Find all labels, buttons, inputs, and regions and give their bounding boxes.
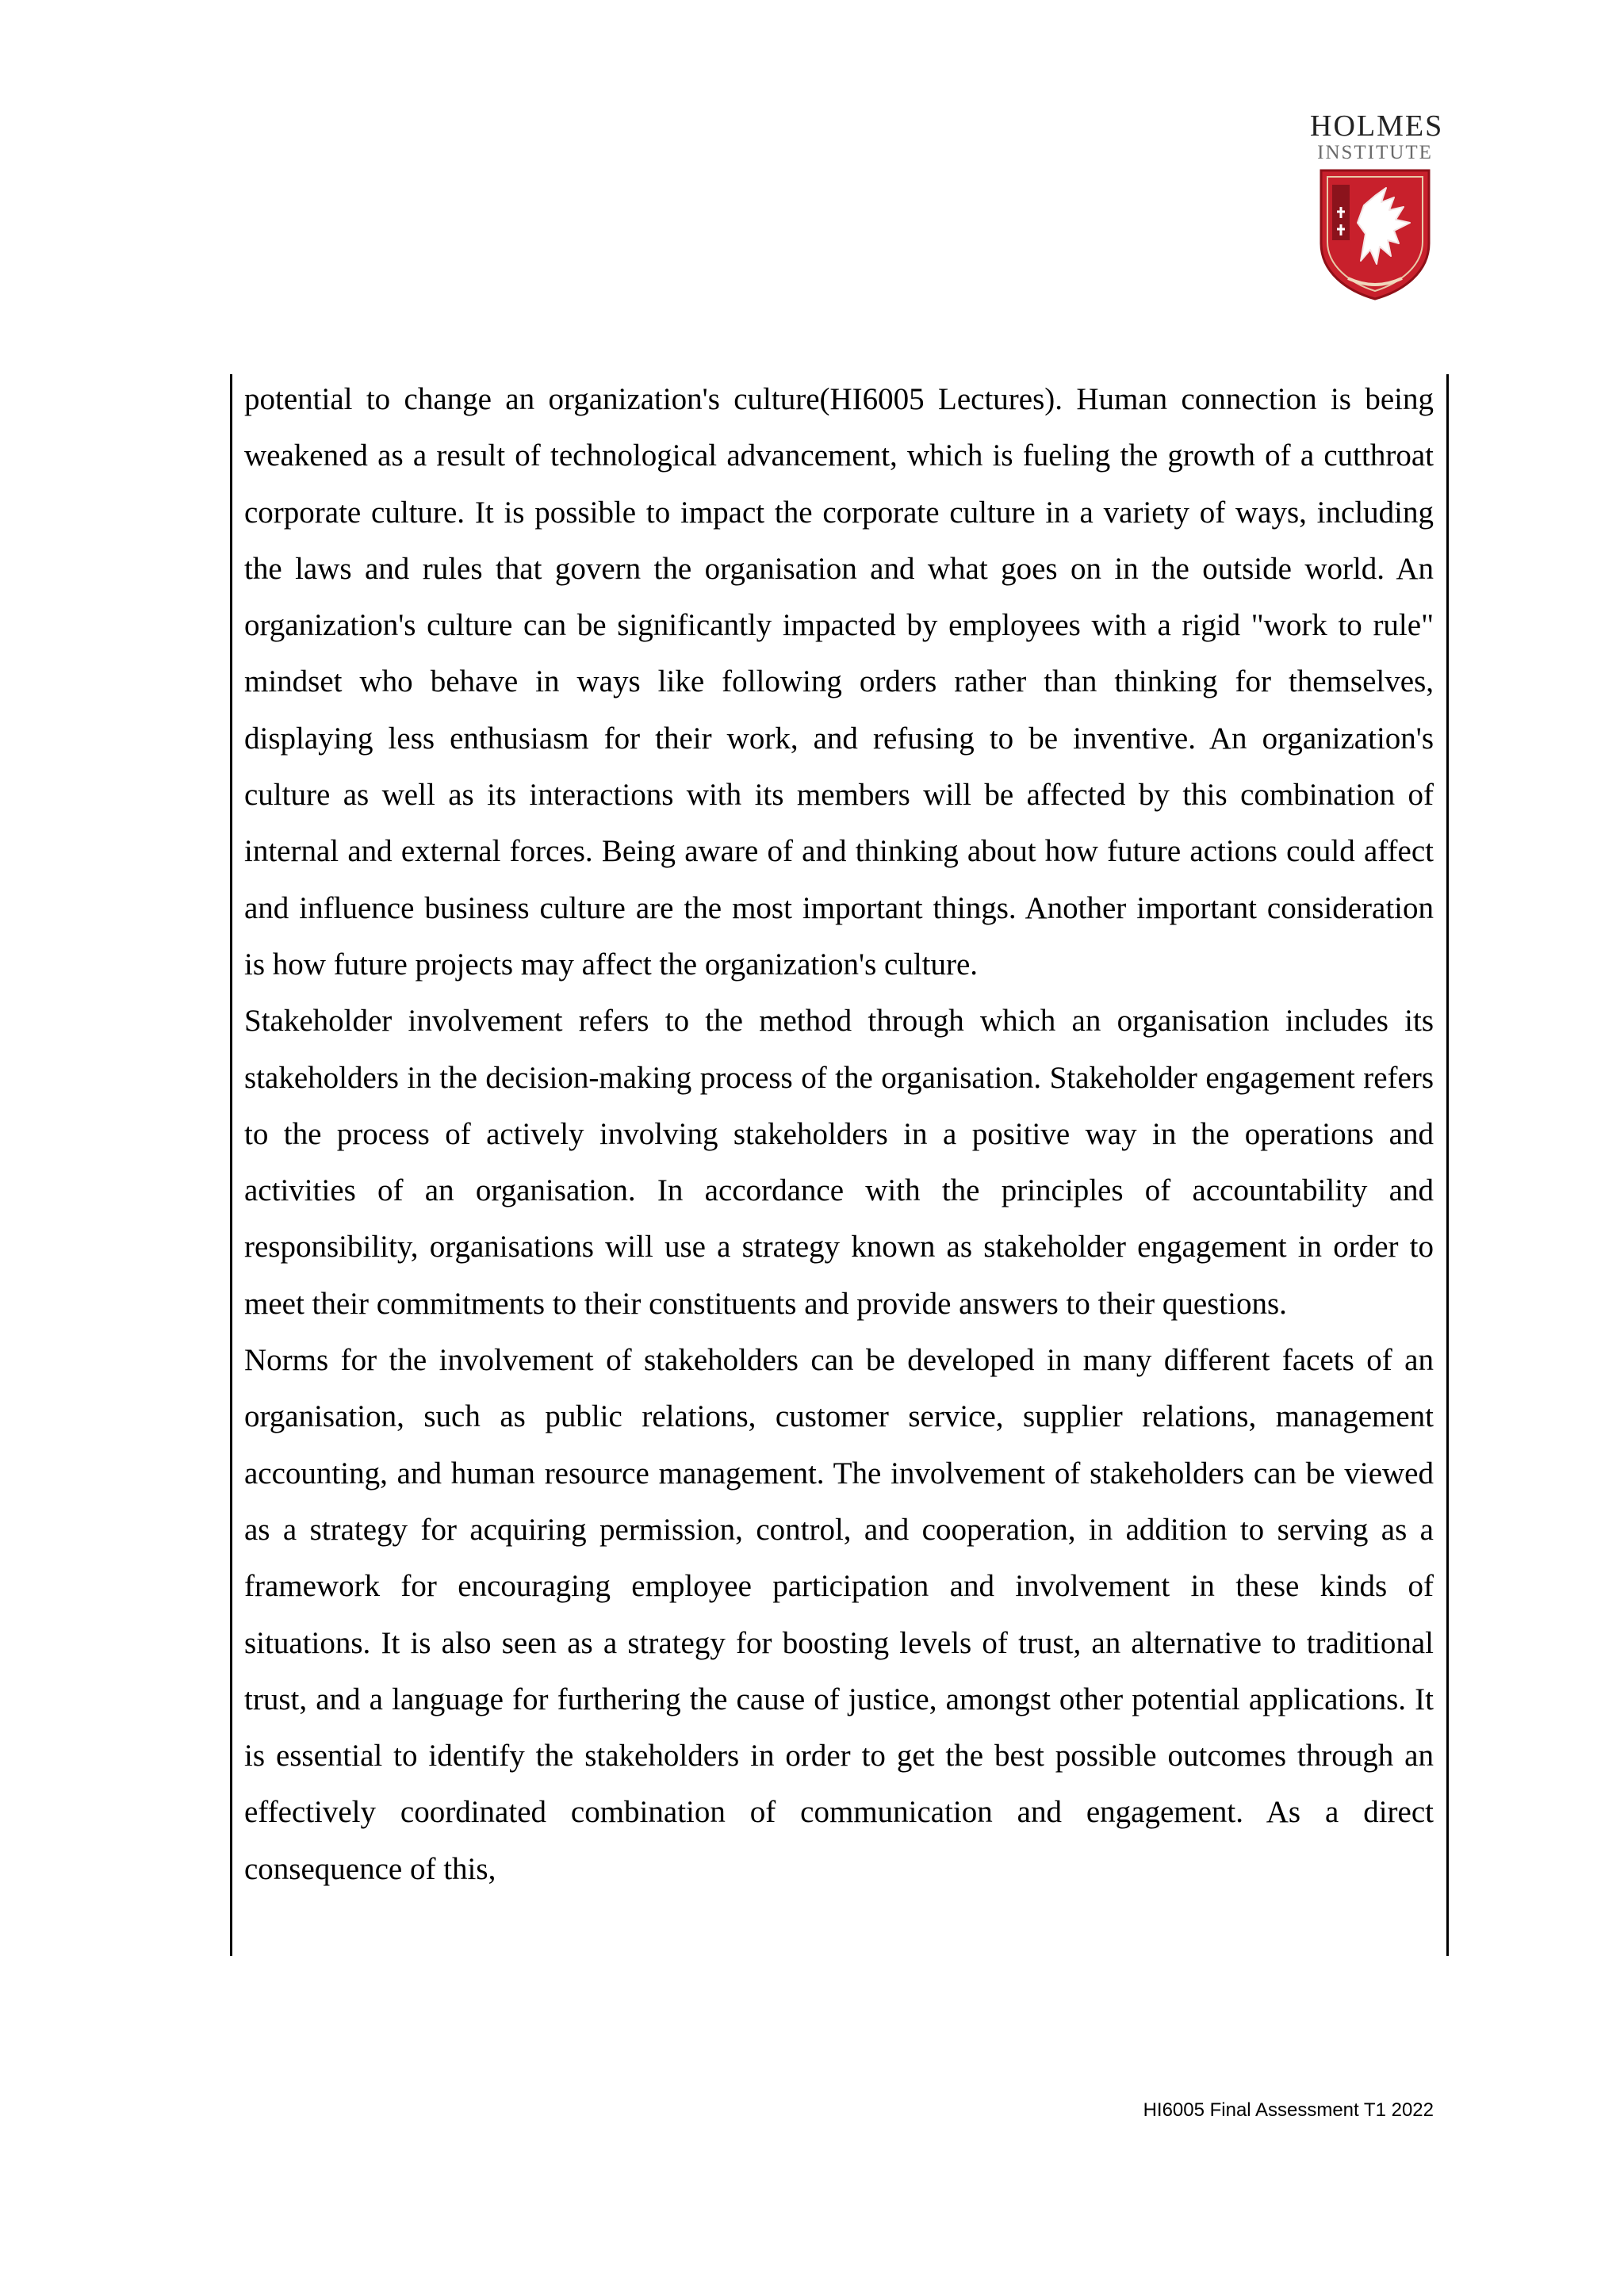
document-body bbox=[244, 371, 1434, 1897]
body-paragraph: Norms for the involvement of stakeholders can be developed in many different facets of an organisation, such as public relations, customer service, supplier relations, management accounting, and human resource management. The involvement of stakeholders can be viewed as a strategy for acquiring permission, control, and cooperation, in addition to serving as a framework for encouraging employee participation and involvement in these kinds of situations. It is also seen as a strategy for boosting levels of trust, an alternative to traditional trust, and a language for furthering the cause of justice, amongst other potential applications. It is essential to identify the stakeholders in order to get the best possible outcomes through an effectively coordinated combination of communication and engagement. As a direct consequence of this, bbox=[244, 1343, 1434, 1886]
logo-name: HOLMES bbox=[1310, 109, 1444, 143]
griffin-shield-icon bbox=[1316, 167, 1434, 300]
institute-logo bbox=[1310, 109, 1444, 309]
body-paragraph: potential to change an organization's culture(HI6005 Lectures). Human connection is being weakened as a result of technological advancement, which is fueling the growth of a cutthroat corporate culture. It is possible to impact the corporate culture in a variety of ways, including the laws and rules that govern the organisation and what goes on in the outside world. An organization's culture can be significantly impacted by employees with a rigid "work to rule" mindset who behave in ways like following orders rather than thinking for themselves, displaying less enthusiasm for their work, and refusing to be inventive. An organization's culture as well as its interactions with its members will be affected by this combination of internal and external forces. Being aware of and thinking about how future actions could affect and influence business culture are the most important things. Another important consideration is how future projects may affect the organization's culture. bbox=[244, 382, 1434, 982]
logo-subname: INSTITUTE bbox=[1317, 142, 1433, 163]
page-footer: HI6005 Final Assessment T1 2022 bbox=[1143, 2099, 1434, 2121]
body-paragraph: Stakeholder involvement refers to the method through which an organisation includes its stakeholders in the decision-making process of the organisation. Stakeholder engagement refers to the process of actively involving stakeholders in a positive way in the operations and activities of an organisation. In accordance with the principles of accountability and responsibility, organisations will use a strategy known as stakeholder engagement in order to meet their commitments to their constituents and provide answers to their questions. bbox=[244, 1004, 1434, 1321]
